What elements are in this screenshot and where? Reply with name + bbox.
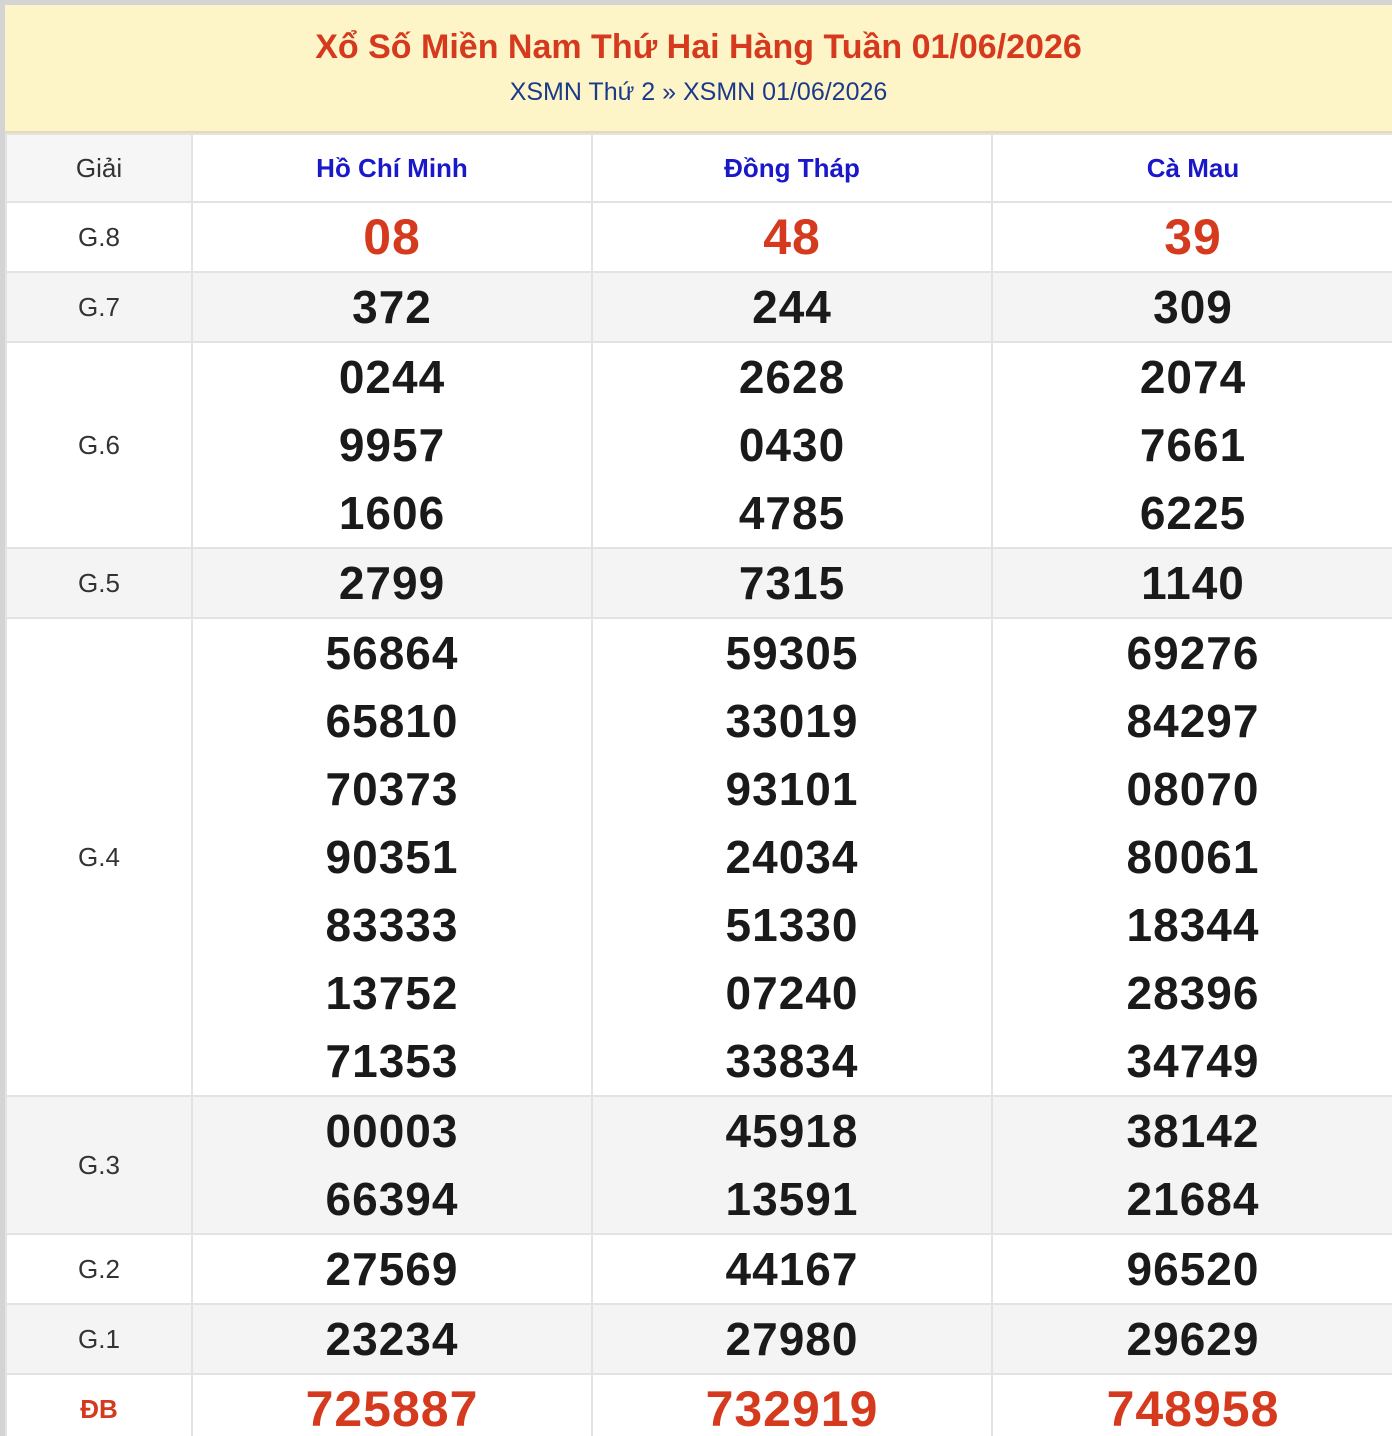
prize-number: 90351: [325, 831, 459, 883]
prize-number: 71353: [325, 1035, 459, 1087]
prize-cell: [592, 1096, 992, 1234]
prize-row: [6, 1374, 1392, 1436]
prize-label: G.8: [6, 202, 192, 272]
prize-number: 244: [752, 281, 832, 333]
prize-number: 29629: [1126, 1313, 1260, 1365]
prize-label: G.1: [6, 1304, 192, 1374]
prize-number: 08: [363, 209, 421, 265]
prize-row: [6, 1304, 1392, 1374]
prize-cell: [192, 1096, 592, 1234]
prize-number: 33019: [725, 695, 859, 747]
prize-number: 23234: [325, 1313, 459, 1365]
prize-number: 44167: [725, 1243, 859, 1295]
prize-number: 08070: [1126, 763, 1260, 815]
prize-label: ĐB: [6, 1374, 192, 1436]
prize-number: 4785: [738, 487, 846, 539]
prize-row: [6, 548, 1392, 618]
prize-cell: [992, 548, 1392, 618]
prize-number: 2074: [1139, 351, 1247, 403]
prize-cell: [592, 548, 992, 618]
prize-number: 0430: [738, 419, 846, 471]
prize-label: G.4: [6, 618, 192, 1096]
prize-cell: [992, 1234, 1392, 1304]
results-header: [5, 5, 1392, 133]
prize-number: 69276: [1126, 627, 1260, 679]
prize-number: 65810: [325, 695, 459, 747]
prize-number: 28396: [1126, 967, 1260, 1019]
prize-number: 7315: [738, 557, 846, 609]
special-prize-number: 732919: [705, 1381, 879, 1436]
prize-row: [6, 618, 1392, 1096]
prize-cell: [592, 202, 992, 272]
prize-row: [6, 272, 1392, 342]
prize-cell: [592, 1374, 992, 1436]
province-header-dong-thap[interactable]: Đồng Tháp: [592, 134, 992, 202]
prize-column-header: Giải: [6, 134, 192, 202]
prize-cell: [992, 1096, 1392, 1234]
prize-label: G.3: [6, 1096, 192, 1234]
page-title: Xổ Số Miền Nam Thứ Hai Hàng Tuần 01/06/2026: [315, 28, 1082, 66]
prize-number: 70373: [325, 763, 459, 815]
prize-cell: [192, 618, 592, 1096]
table-header-row: [6, 134, 1392, 202]
prize-number: 2799: [338, 557, 446, 609]
special-prize-number: 748958: [1106, 1381, 1280, 1436]
prize-cell: [592, 1234, 992, 1304]
prize-cell: [192, 1304, 592, 1374]
prize-number: 93101: [725, 763, 859, 815]
prize-row: [6, 1234, 1392, 1304]
prize-label: G.2: [6, 1234, 192, 1304]
prize-number: 07240: [725, 967, 859, 1019]
prize-number: 7661: [1139, 419, 1247, 471]
prize-cell: [592, 272, 992, 342]
breadcrumb-separator: »: [662, 78, 677, 106]
prize-cell: [592, 1304, 992, 1374]
breadcrumb-link-date[interactable]: XSMN 01/06/2026: [683, 78, 888, 106]
prize-number: 27569: [325, 1243, 459, 1295]
prize-number: 39: [1164, 209, 1222, 265]
prize-number: 18344: [1126, 899, 1260, 951]
prize-number: 9957: [338, 419, 446, 471]
prize-number: 83333: [325, 899, 459, 951]
prize-number: 1140: [1141, 557, 1245, 609]
prize-cell: [192, 1234, 592, 1304]
special-prize-number: 725887: [305, 1381, 479, 1436]
prize-row: [6, 342, 1392, 548]
prize-cell: [992, 202, 1392, 272]
prize-number: 45918: [725, 1105, 859, 1157]
prize-label: G.5: [6, 548, 192, 618]
prize-number: 33834: [725, 1035, 859, 1087]
prize-number: 13752: [325, 967, 459, 1019]
prize-cell: [992, 618, 1392, 1096]
prize-number: 96520: [1126, 1243, 1260, 1295]
prize-label: G.7: [6, 272, 192, 342]
prize-number: 80061: [1126, 831, 1260, 883]
prize-number: 24034: [725, 831, 859, 883]
prize-number: 59305: [725, 627, 859, 679]
prize-row: [6, 202, 1392, 272]
prize-number: 309: [1153, 281, 1233, 333]
prize-cell: [992, 272, 1392, 342]
prize-number: 00003: [325, 1105, 459, 1157]
prize-label: G.6: [6, 342, 192, 548]
prize-cell: [192, 548, 592, 618]
prize-number: 2628: [738, 351, 846, 403]
province-header-ho-chi-minh[interactable]: Hồ Chí Minh: [192, 134, 592, 202]
breadcrumb-link-weekday[interactable]: XSMN Thứ 2: [509, 78, 656, 106]
prize-cell: [592, 618, 992, 1096]
prize-number: 84297: [1126, 695, 1260, 747]
prize-cell: [992, 342, 1392, 548]
prize-number: 6225: [1139, 487, 1247, 539]
prize-number: 34749: [1126, 1035, 1260, 1087]
prize-number: 21684: [1126, 1173, 1260, 1225]
prize-number: 56864: [325, 627, 459, 679]
prize-number: 372: [352, 281, 432, 333]
prize-number: 0244: [338, 351, 446, 403]
prize-number: 38142: [1126, 1105, 1260, 1157]
prize-number: 66394: [325, 1173, 459, 1225]
prize-cell: [992, 1374, 1392, 1436]
prize-number: 13591: [725, 1173, 859, 1225]
province-header-ca-mau[interactable]: Cà Mau: [992, 134, 1392, 202]
prize-cell: [192, 272, 592, 342]
prize-cell: [192, 342, 592, 548]
results-table: [5, 133, 1392, 1436]
prize-number: 1606: [338, 487, 446, 539]
prize-cell: [192, 202, 592, 272]
prize-cell: [592, 342, 992, 548]
prize-number: 48: [763, 209, 821, 265]
breadcrumb: [5, 77, 1392, 107]
prize-number: 51330: [725, 899, 859, 951]
prize-cell: [192, 1374, 592, 1436]
prize-cell: [992, 1304, 1392, 1374]
prize-number: 27980: [725, 1313, 859, 1365]
prize-row: [6, 1096, 1392, 1234]
